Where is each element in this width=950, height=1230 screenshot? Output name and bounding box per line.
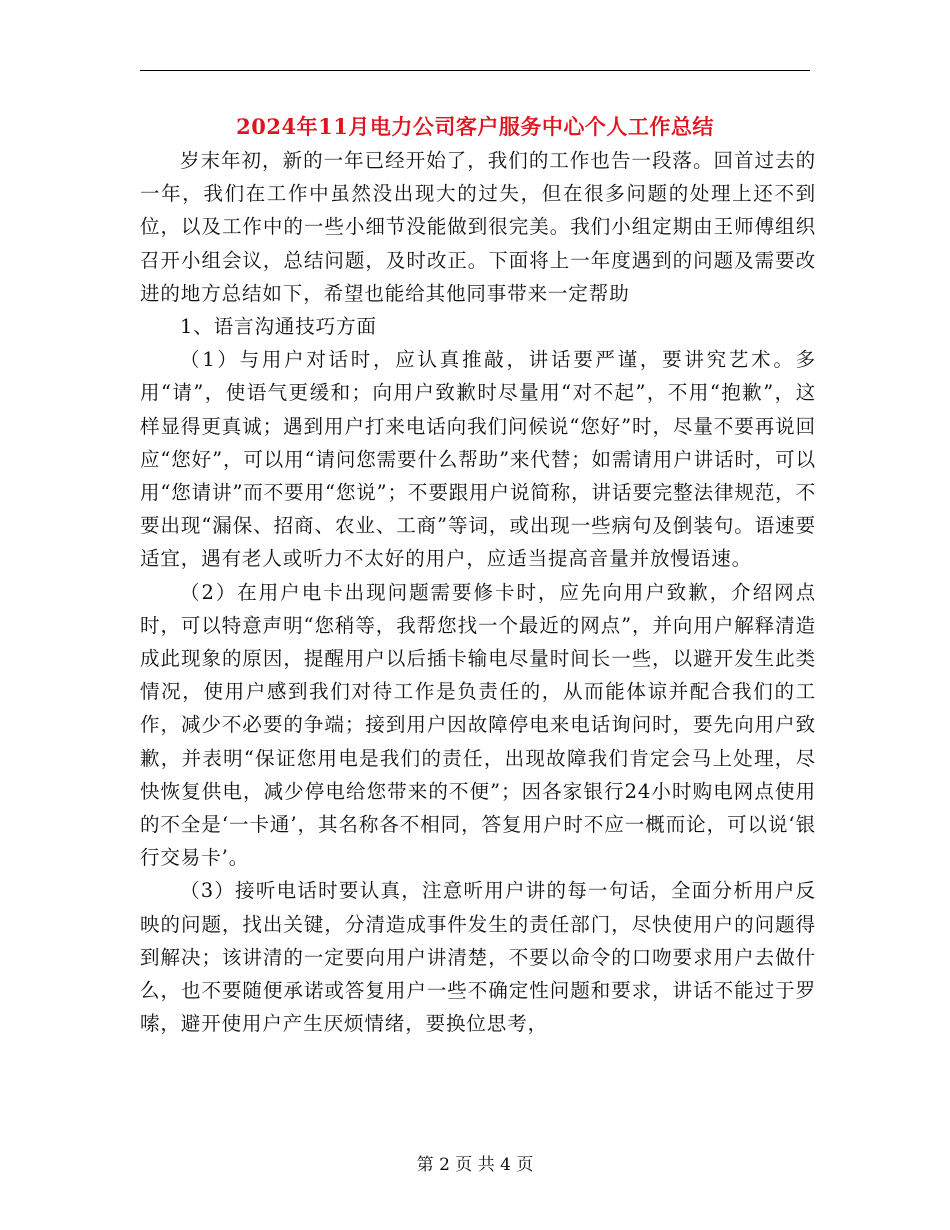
paragraph-intro: 岁末年初，新的一年已经开始了，我们的工作也告一段落。回首过去的一年，我们在工作中虽然没出现大的过失，但在很多问题的处理上还不到位，以及工作中的一些小细节没能做到很完美。我们小组定期由王师傅组织召开小组会议，总结问题，及时改正。下面将上一年度遇到的问题及需要改进的地方总结如下，希望也能给其他同事带来一定帮助 [140,149,816,305]
paragraph-item-1: （1）与用户对话时，应认真推敲，讲话要严谨，要讲究艺术。多用“请”，使语气更缓和；向用户致歉时尽量用“对不起”，不用“抱歉”，这样显得更真诚；遇到用户打来电话向我们问候说“您好”时，尽量不要再说回应“您好”，可以用“请问您需要什么帮助”来代替；如需请用户讲话时，可以用“您请讲”而不要用“您说”；不要跟用户说简称，讲话要完整法律规范，不要出现“漏保、招商、农业、工商”等词，或出现一些病句及倒装句。语速要适宜，遇有老人或听力不太好的用户，应适当提高音量并放慢语速。 [140,348,816,571]
page-number-footer: 第 2 页 共 4 页 [416,1155,534,1175]
section-heading: 1、语言沟通技巧方面 [179,315,377,339]
document-title: 2024年11月电力公司客户服务中心个人工作总结 [236,114,714,139]
paragraph-item-2: （2）在用户电卡出现问题需要修卡时，应先向用户致歉，介绍网点时，可以特意声明“您稍等，我帮您找一个最近的网点”，并向用户解释清造成此现象的原因，提醒用户以后插卡输电尽量时间长一些，以避开发生此类情况，使用户感到我们对待工作是负责任的，从而能体谅并配合我们的工作，减少不必要的争端；接到用户因故障停电来电话询问时，要先向用户致歉，并表明“保证您用电是我们的责任，出现故障我们肯定会马上处理，尽快恢复供电，减少停电给您带来的不便”；因各家银行24小时购电网点使用的不全是‘一卡通’，其名称各不相同，答复用户时不应一概而论，可以说‘银行交易卡’。 [140,580,816,870]
document-body [140,144,816,1040]
paragraph-item-3: （3）接听电话时要认真，注意听用户讲的每一句话，全面分析用户反映的问题，找出关键，分清造成事件发生的责任部门，尽快使用户的问题得到解决；该讲清的一定要向用户讲清楚，不要以命令的口吻要求用户去做什么，也不要随便承诺或答复用户一些不确定性问题和要求，讲话不能过于罗嗦，避开使用户产生厌烦情绪，要换位思考， [140,879,816,1036]
header-rule [140,70,810,71]
